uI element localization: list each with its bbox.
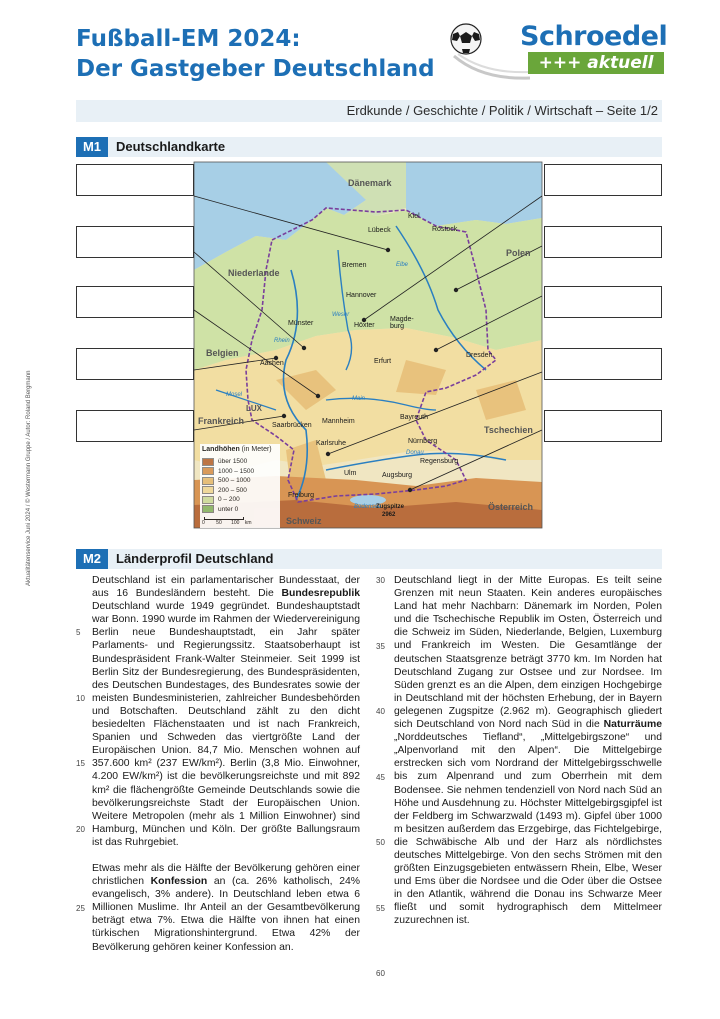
answer-box-left-4[interactable] (76, 348, 194, 380)
m2-paragraph-2 (92, 862, 360, 954)
answer-box-left-1[interactable] (76, 164, 194, 196)
legend-label: über 1500 (218, 458, 248, 466)
m2-paragraph-1 (92, 574, 360, 849)
text-run: „Norddeutsches Tiefland“, „Mittelgebirgszone“ und „Alpenvorland mit den Alpen“. Die Mittelgebirge erstrecken sich vom Nordrand der Mittelgebirgsschwelle bis zum Alpenrand und zum Oberrhein mit dem Bodensee. Sie nehmen tendenziell von Nord nach Süd an Höhe und Ausdehnung zu. Höchster Mittelgebirgsgipfel ist der Feldberg im Schwarzwald (1493 m). Gipfel über 1000 m besitzen außerdem das Erzgebirge, das Fichtelgebirge, die Schwäbische Alb und der Harz als nördlichstes deutsches Mittelgebirge. Von den sechs Strömen mit den größten Einzugsgebieten entwässern Rhein, Elbe, Weser und Ems über die Nordsee und die Oder über die Ostsee in den Atlantik, während die Donau ins Schwarze Meer fließt und somit hydrographisch dem Mittelmeer zuzurechnen ist. (394, 732, 662, 927)
page-title (76, 24, 435, 84)
scale-tick-0: 0 (202, 520, 205, 526)
city-hoexter: Höxter (354, 322, 375, 329)
city-magdeburg: Magde-burg (390, 316, 414, 330)
country-label-denmark: Dänemark (348, 178, 392, 188)
line-number: 35 (376, 641, 385, 651)
city-nuernberg: Nürnberg (408, 438, 438, 445)
legend-unit: (in Meter) (241, 446, 272, 453)
legend-row (202, 486, 254, 496)
scale-tick-50: 50 (216, 520, 222, 526)
line-number: 50 (376, 838, 385, 847)
scale-ticks (202, 520, 272, 526)
m2-paragraph-3 (394, 574, 662, 928)
country-label-netherlands: Niederlande (228, 268, 280, 278)
answer-box-right-1[interactable] (544, 164, 662, 196)
country-label-czechia: Tschechien (484, 425, 533, 435)
country-label-switzerland: Schweiz (286, 516, 322, 526)
river-weser: Weser (332, 312, 350, 318)
text-run: Etwas mehr als die Hälfte der Bevölkerung gehören einer christlichen (92, 862, 360, 888)
text-run: an (ca. 26% katholisch, 24% evangelisch, 3% andere). In Deutschland leben etwa 6 Millionen Muslime. Ihr Anteil an der Gesamtbevölkerung beträgt etwa 7%. Etwa die Hälfte von ihnen hat einen türkischen Migrationshintergrund. Etwa 42% der Bevölkerung gehören keiner Konfession an. (92, 876, 360, 953)
text-run: Deutschland wurde 1949 gegründet. Bundeshauptstadt war Bonn. 1990 wurde im Rahmen der Wiedervereinigung Berlin neue Bundeshauptstadt, ein Jahr später Parlaments- und Regierungssitz. Staatsoberhaupt ist Bundespräsident Frank-Walter Steinmeier. Seit 1999 ist Berlin Sitz der Bundesregierung, des Bundespräsidenten, des Deutschen Bundestages, des Bundesrates sowie der meisten Bundesministerien, zahlreicher Bundesbehörden und Botschaften. Deutschland zählt zu den dicht besiedelten Flächenstaaten und ist nach Frankreich, Spanien und Schweden das viertgrößte Land der Europäischen Union. 84,7 Mio. Menschen wohnen auf 357.600 km² (237 EW/km²). Berlin (3,8 Mio. Einwohner, 4.200 EW/km²) ist die bevölkerungsreichste und mit 892 km² die flächengrößte Gemeinde Deutschlands sowie die bevölkerungsreichste Stadt der Europäischen Union. Weitere Metropolen (mehr als 1 Million Einwohner) sind Hamburg, München und Köln. Der größte Ballungsraum ist das Ruhrgebiet. (92, 601, 360, 848)
line-number: 25 (76, 903, 85, 913)
legend-swatch (202, 486, 214, 494)
section-m1-title: Deutschlandkarte (116, 139, 226, 154)
city-rostock: Rostock (432, 226, 458, 233)
city-mannheim: Mannheim (322, 418, 355, 425)
peak-height: 2962 (382, 512, 396, 518)
country-label-belgium: Belgien (206, 348, 239, 358)
subject-line: Erdkunde / Geschichte / Politik / Wirtschaft – Seite 1/2 (346, 103, 658, 118)
city-luebeck: Lübeck (368, 227, 391, 234)
city-muenster: Münster (288, 320, 314, 327)
text-run: Deutschland liegt in der Mitte Europas. Es teilt seine Grenzen mit neun Staaten. Kein anderes europäisches Land hat mehr Nachbarn: Dänemark im Norden, Polen und die Tschechische Republik im Osten, Österreich und die Schweiz im Süden, Niederlande, Belgien, Luxemburg und Frankreich im Westen. Die Gesamtlänge der deutschen Staatsgrenze beträgt 3770 km. Im Norden hat Deutschland Zugang zur Ostsee und zur Nordsee. Im Süden grenzt es an die Alpen, dem einzigen Hochgebirge in Deutschland mit der höchsten Erhebung, der in Bayern gelegenen Zugspitze (2.962 m). Geographisch gliedert sich Deutschland von Nord nach Süd in die (394, 575, 662, 731)
legend-row (202, 467, 254, 477)
city-kiel: Kiel (408, 213, 420, 220)
legend-swatch (202, 477, 214, 485)
answer-box-right-5[interactable] (544, 410, 662, 442)
section-m1-tag: M1 (76, 137, 108, 157)
line-number: 60 (376, 969, 385, 978)
answer-box-right-3[interactable] (544, 286, 662, 318)
river-elbe: Elbe (396, 262, 409, 268)
line-number: 10 (76, 693, 85, 703)
river-main: Main (352, 396, 366, 402)
section-m2-header (76, 549, 662, 569)
text-run: Konfession (150, 876, 208, 888)
legend-swatch (202, 458, 214, 466)
legend-swatch (202, 505, 214, 513)
river-donau: Donau (406, 450, 424, 456)
answer-box-left-5[interactable] (76, 410, 194, 442)
scale-unit: km (244, 520, 252, 526)
m2-column-right (394, 574, 662, 928)
city-regensburg: Regensburg (420, 458, 459, 465)
river-rhein: Rhein (274, 338, 290, 344)
answer-box-right-4[interactable] (544, 348, 662, 380)
section-m1-header (76, 137, 662, 157)
city-ulm: Ulm (344, 470, 357, 477)
city-bayreuth: Bayreuth (400, 414, 429, 421)
title-line-1: Fußball-EM 2024: (76, 26, 301, 52)
city-karlsruhe: Karlsruhe (316, 440, 346, 447)
country-label-france: Frankreich (198, 416, 245, 426)
country-label-luxembourg: LUX (246, 404, 262, 413)
legend-swatch (202, 496, 214, 504)
copyright-credit: Aktualitätenservice Juni 2024 / © Westermann Gruppe / Autor: Roland Bergmann (26, 370, 32, 586)
city-freiburg: Freiburg (288, 492, 315, 499)
lake-label: Bodensee (354, 504, 382, 510)
subject-bar (76, 100, 662, 122)
line-number: 45 (376, 772, 385, 782)
brand-badge: +++ aktuell (528, 52, 664, 74)
map-graphic (76, 160, 662, 532)
scale-tick-100: 100 (231, 520, 240, 526)
m2-column-left (92, 574, 360, 954)
line-number: 5 (76, 628, 81, 638)
line-number: 20 (76, 824, 85, 834)
legend-row (202, 476, 254, 486)
city-erfurt: Erfurt (374, 358, 392, 365)
answer-box-left-3[interactable] (76, 286, 194, 318)
line-number: 55 (376, 903, 385, 913)
map-legend (200, 444, 280, 528)
city-dresden: Dresden (466, 352, 493, 359)
line-number: 30 (376, 576, 385, 585)
legend-row (202, 495, 254, 505)
legend-row (202, 505, 254, 515)
title-line-2: Der Gastgeber Deutschland (76, 56, 435, 82)
answer-box-right-2[interactable] (544, 226, 662, 258)
city-saarbruecken: Saarbrücken (272, 422, 312, 429)
country-label-poland: Polen (506, 248, 531, 258)
line-number: 15 (76, 759, 85, 769)
germany-map (76, 160, 662, 532)
legend-swatch (202, 467, 214, 475)
text-run: Bundesrepublik (281, 588, 360, 600)
section-m2-tag: M2 (76, 549, 108, 569)
legend-label: 1000 – 1500 (218, 467, 255, 475)
legend-row (202, 457, 254, 467)
country-label-austria: Österreich (488, 502, 534, 512)
city-hannover: Hannover (346, 292, 377, 299)
brand-logo (520, 20, 668, 74)
line-number: 40 (376, 707, 385, 716)
peak-label: Zugspitze (376, 504, 404, 510)
river-mosel: Mosel (226, 392, 243, 398)
brand-name: Schroedel (520, 21, 668, 52)
text-run: Deutschland ist ein parlamentarischer Bundesstaat, der aus 16 Bundesländern besteht. Die (92, 575, 360, 600)
legend-label: 200 – 500 (218, 486, 247, 494)
city-bremen: Bremen (342, 262, 367, 269)
city-aachen: Aachen (260, 360, 284, 367)
legend-label: 500 – 1000 (218, 477, 251, 485)
answer-box-left-2[interactable] (76, 226, 194, 258)
text-run: Naturräume (603, 719, 662, 731)
city-augsburg: Augsburg (382, 472, 412, 479)
legend-title: Landhöhen (202, 446, 240, 453)
legend-label: 0 – 200 (218, 496, 240, 504)
section-m2-title: Länderprofil Deutschland (116, 551, 274, 566)
legend-label: unter 0 (218, 505, 239, 513)
